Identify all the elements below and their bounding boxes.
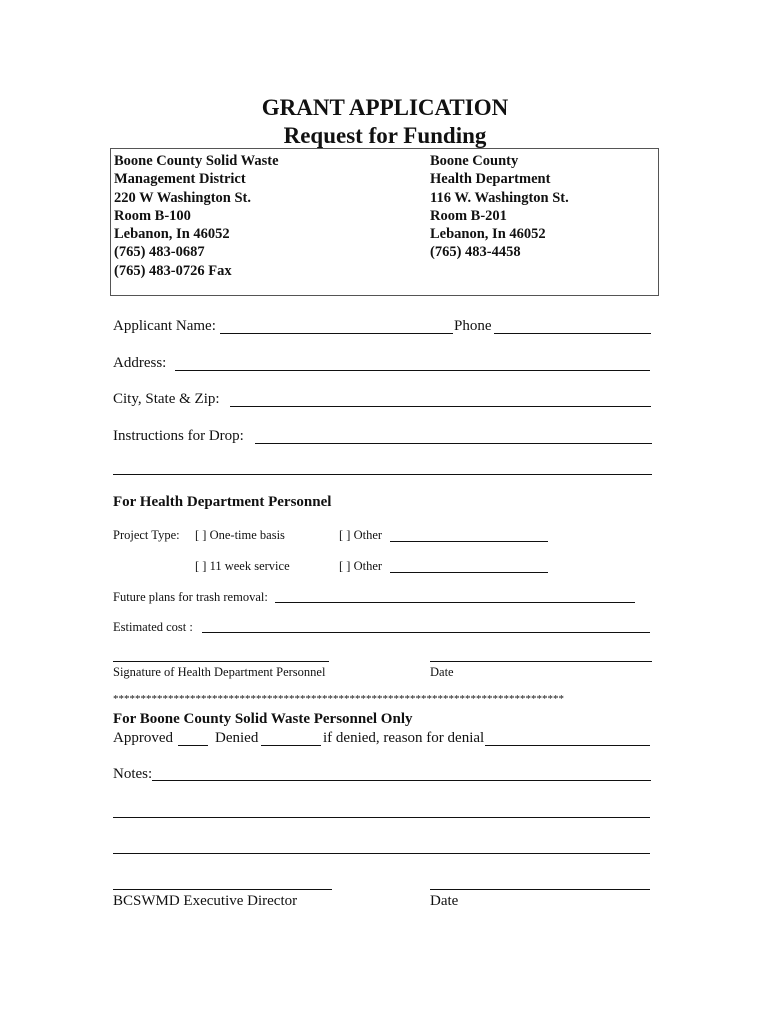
right-address-line: Health Department: [430, 171, 551, 188]
city-state-zip-label: City, State & Zip:: [113, 391, 220, 407]
approved-field[interactable]: [178, 745, 208, 746]
option-11-week[interactable]: [ ] 11 week service: [195, 559, 290, 573]
notes-label: Notes:: [113, 766, 153, 782]
phone-label: Phone: [454, 318, 492, 334]
phone-field[interactable]: [494, 333, 651, 334]
left-address-line: Management District: [114, 171, 246, 188]
right-address-line: (765) 483-4458: [430, 244, 521, 261]
page-title: GRANT APPLICATION: [261, 95, 509, 120]
right-address-line: 116 W. Washington St.: [430, 189, 569, 206]
health-date-label: Date: [430, 665, 454, 679]
approved-label: Approved: [113, 730, 173, 746]
project-type-label: Project Type:: [113, 528, 180, 542]
city-state-zip-field[interactable]: [230, 406, 651, 407]
applicant-name-field[interactable]: [220, 333, 453, 334]
left-address-line: (765) 483-0687: [114, 244, 205, 261]
address-label: Address:: [113, 355, 167, 371]
left-address-block: [114, 152, 279, 280]
applicant-name-label: Applicant Name:: [113, 318, 216, 334]
left-address-line: Room B-100: [114, 207, 191, 224]
denial-reason-field[interactable]: [485, 745, 650, 746]
future-plans-label: Future plans for trash removal:: [113, 590, 268, 604]
address-field[interactable]: [175, 370, 650, 371]
left-address-line: 220 W Washington St.: [114, 189, 251, 206]
director-label: BCSWMD Executive Director: [113, 893, 298, 909]
left-address-line: Lebanon, In 46052: [114, 226, 230, 243]
estimated-cost-label: Estimated cost :: [113, 620, 193, 634]
other-1-field[interactable]: [390, 541, 548, 542]
estimated-cost-field[interactable]: [202, 632, 650, 633]
denied-label: Denied: [215, 730, 259, 746]
left-address-line: (765) 483-0726 Fax: [114, 262, 232, 279]
right-address-line: Boone County: [430, 153, 519, 169]
director-date-label: Date: [430, 893, 459, 909]
left-address-line: Boone County Solid Waste: [114, 153, 279, 169]
solid-waste-heading: For Boone County Solid Waste Personnel Only: [113, 711, 413, 727]
director-date-field[interactable]: [430, 889, 650, 890]
option-other-1[interactable]: [ ] Other: [339, 528, 383, 542]
health-signature-label: Signature of Health Department Personnel: [113, 665, 326, 679]
instructions-label: Instructions for Drop:: [113, 428, 244, 444]
right-address-block: [430, 152, 569, 262]
health-section-heading: For Health Department Personnel: [113, 494, 332, 510]
page-subtitle: Request for Funding: [283, 123, 487, 148]
instructions-field[interactable]: [255, 443, 652, 444]
notes-field-line-2[interactable]: [113, 817, 650, 818]
denial-reason-label: if denied, reason for denial: [323, 730, 485, 746]
notes-field-line-3[interactable]: [113, 853, 650, 854]
section-separator: **********************************************************************************: [113, 693, 564, 705]
health-date-field[interactable]: [430, 661, 652, 662]
right-address-line: Room B-201: [430, 207, 507, 224]
denied-field[interactable]: [261, 745, 321, 746]
notes-field-line-1[interactable]: [152, 780, 651, 781]
future-plans-field[interactable]: [275, 602, 635, 603]
option-one-time[interactable]: [ ] One-time basis: [195, 528, 285, 542]
director-signature-field[interactable]: [113, 889, 332, 890]
other-2-field[interactable]: [390, 572, 548, 573]
health-signature-field[interactable]: [113, 661, 329, 662]
right-address-line: Lebanon, In 46052: [430, 226, 546, 243]
instructions-field-line-2[interactable]: [113, 474, 652, 475]
option-other-2[interactable]: [ ] Other: [339, 559, 383, 573]
